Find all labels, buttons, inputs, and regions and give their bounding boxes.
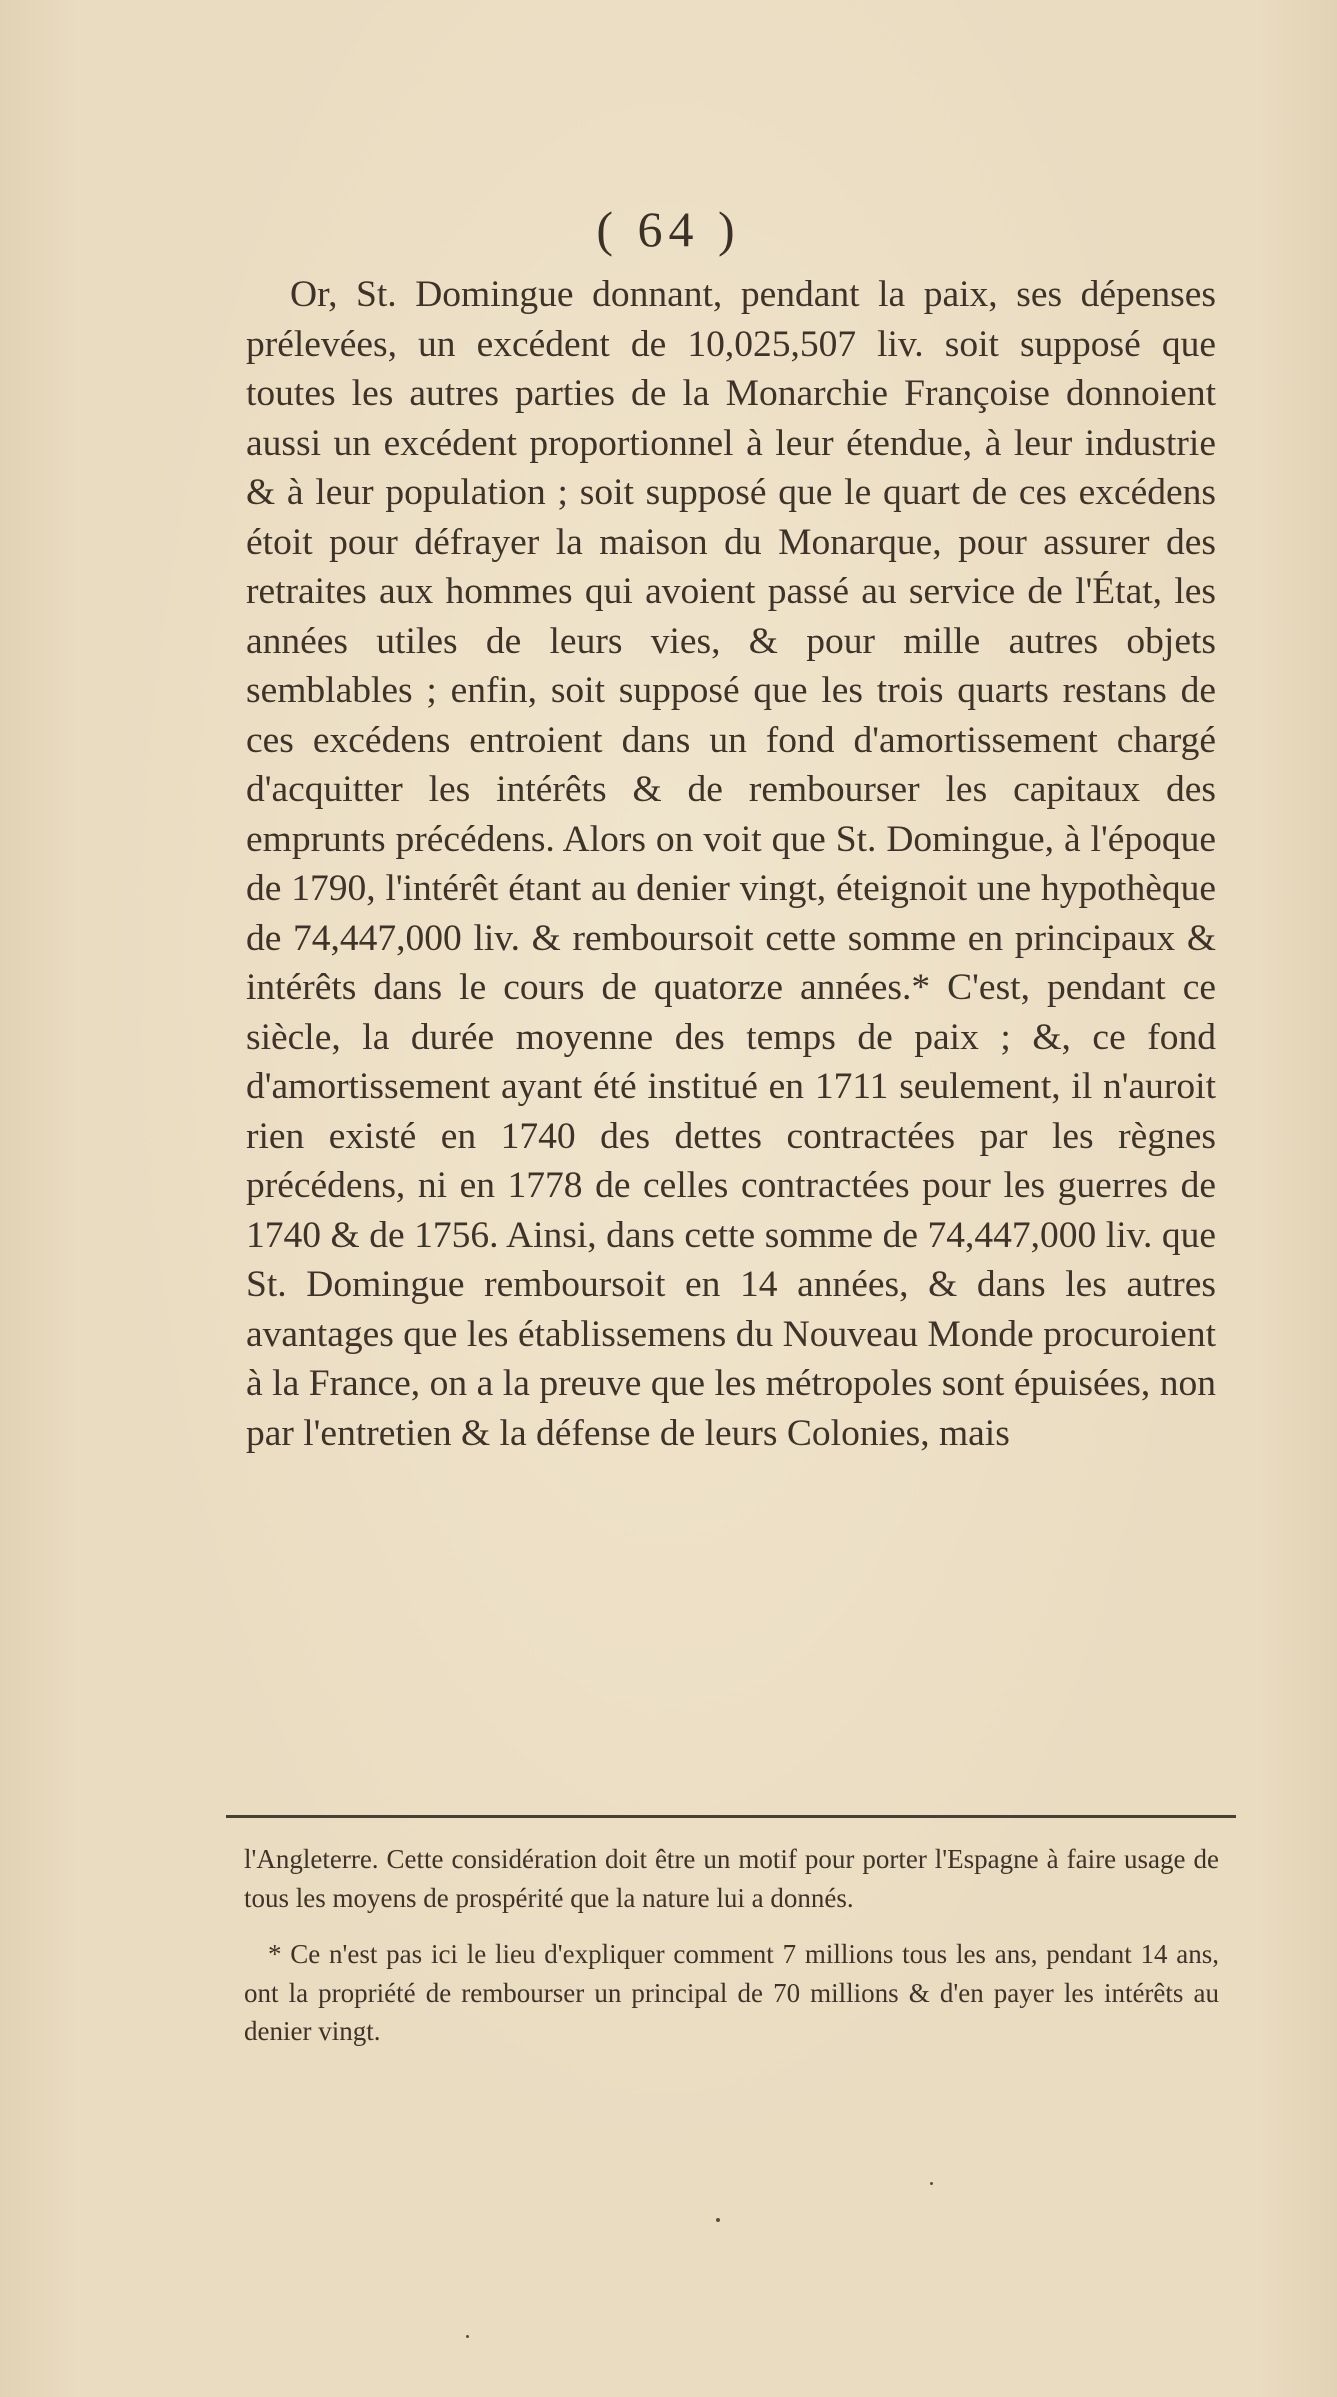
footnotes-section: [244, 1840, 1219, 2069]
footnote-continuation: l'Angleterre. Cette considération doit être un motif pour porter l'Espagne à faire usage de tous les moyens de prospérité que la nature lui a donnés.: [244, 1844, 1219, 1913]
paper-speck: [466, 2335, 469, 2338]
paper-speck: [930, 2182, 933, 2185]
page-number: ( 64 ): [596, 201, 741, 257]
footnote-divider: [226, 1815, 1236, 1818]
paper-speck: [716, 2218, 720, 2222]
main-paragraph: Or, St. Domingue donnant, pendant la paix, ses dépenses prélevées, un excédent de 10,025,507 liv. soit supposé que toutes les autres parties de la Monarchie Françoise donnoient aussi un excédent proportionnel à leur étendue, à leur industrie & à leur population ; soit supposé que le quart de ces excédens étoit pour défrayer la maison du Monarque, pour assurer des retraites aux hommes qui avoient passé au service de l'État, les années utiles de leurs vies, & pour mille autres objets semblables ; enfin, soit supposé que les trois quarts restans de ces excédens entroient dans un fond d'amortissement chargé d'acquitter les intérêts & de rembourser les capitaux des emprunts précédens. Alors on voit que St. Domingue, à l'époque de 1790, l'intérêt étant au denier vingt, éteignoit une hypothèque de 74,447,000 liv. & remboursoit cette somme en principaux & intérêts dans le cours de quatorze années.* C'est, pendant ce siècle, la durée moyenne des temps de paix ; &, ce fond d'amortissement ayant été institué en 1711 seulement, il n'auroit rien existé en 1740 des dettes contractées par les règnes précédens, ni en 1778 de celles contractées pour les guerres de 1740 & de 1756. Ainsi, dans cette somme de 74,447,000 liv. que St. Domingue remboursoit en 14 années, & dans les autres avantages que les établissemens du Nouveau Monde procuroient à la France, on a la preuve que les métropoles sont épuisées, non par l'entretien & la défense de leurs Colonies, mais: [246, 274, 1216, 1454]
footnote-asterisk: * Ce n'est pas ici le lieu d'expliquer comment 7 millions tous les ans, pendant 14 ans, ont la propriété de rembourser un principal de 70 millions & d'en payer les intérêts au denier vingt.: [244, 1939, 1219, 2046]
